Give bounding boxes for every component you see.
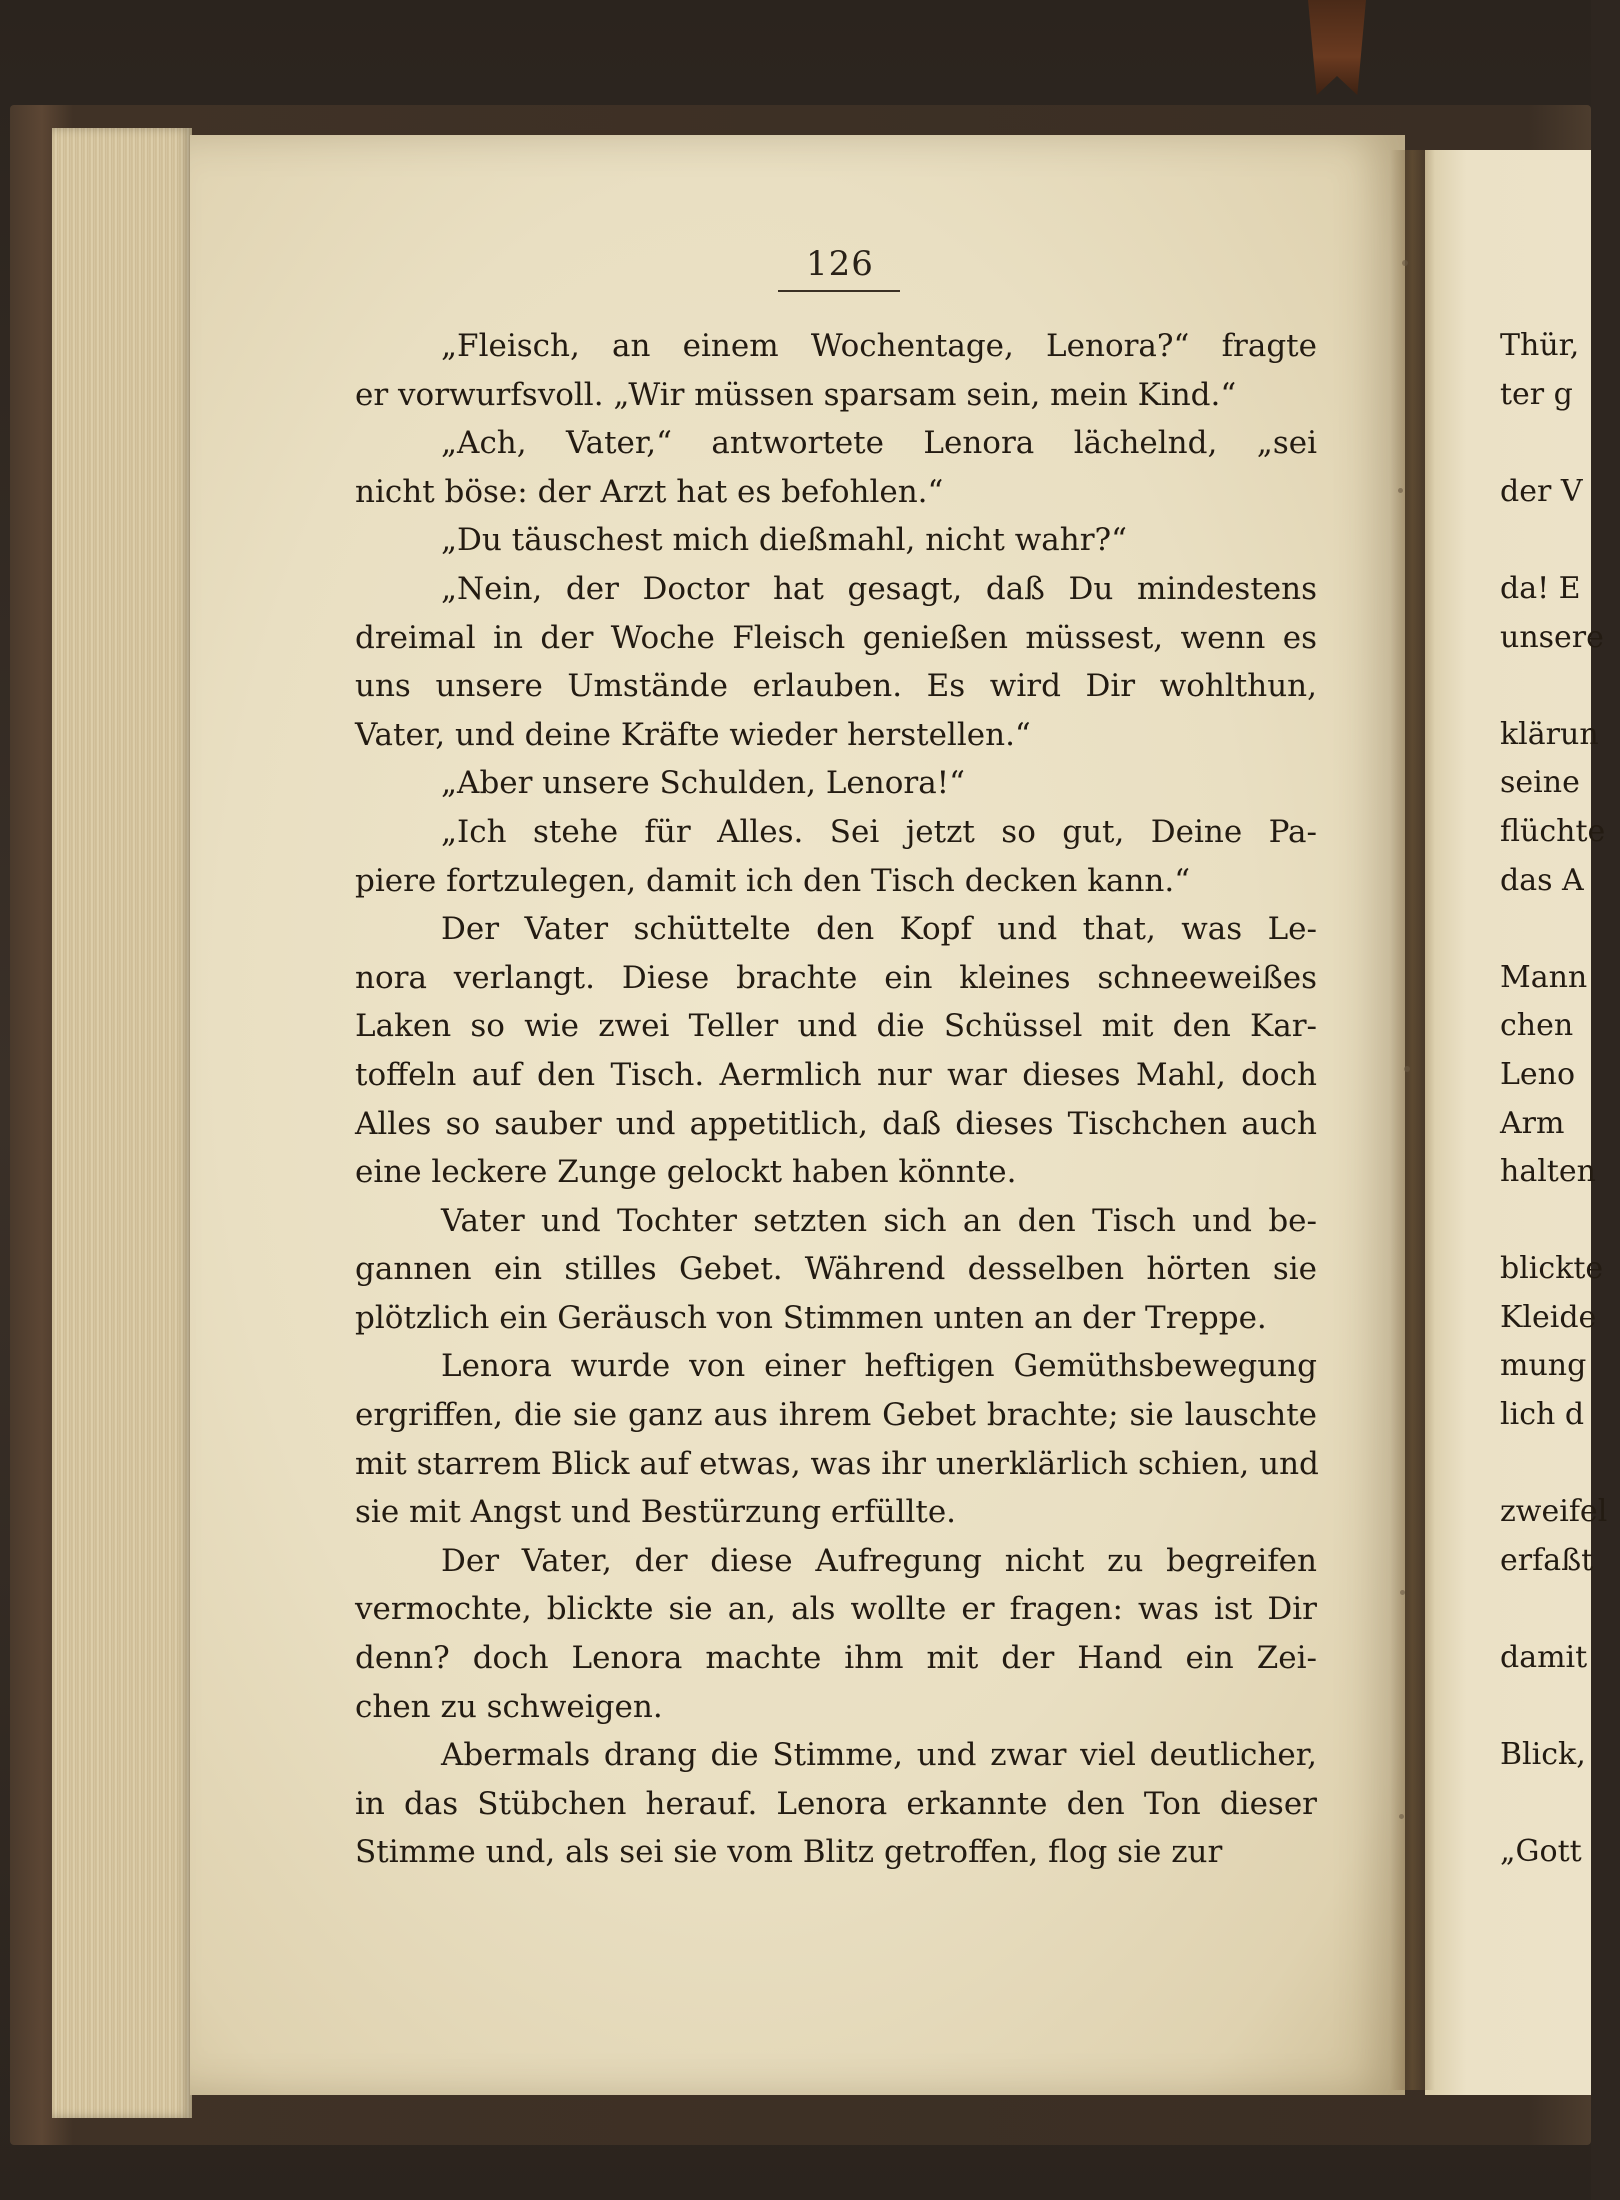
- facing-text-fragment: das A: [1500, 862, 1584, 898]
- facing-text-fragment: [1500, 1585, 1620, 1634]
- facing-text-fragment: Arm: [1500, 1105, 1565, 1141]
- text-line: mit starrem Blick auf etwas, was ihr unerklärlich schien, und: [355, 1445, 1319, 1482]
- paper-speck: [1399, 1814, 1404, 1819]
- text-line: er vorwurfsvoll. „Wir müssen sparsam sein, mein Kind.“: [355, 376, 1237, 413]
- facing-text-fragment: damit: [1500, 1640, 1588, 1676]
- text-line: Vater und Tochter setzten sich an den Tisch und be-: [441, 1202, 1317, 1239]
- text-line: Laken so wie zwei Teller und die Schüssel mit den Kar-: [355, 1008, 1317, 1045]
- text-line: nora verlangt. Diese brachte ein kleines schneeweißes: [355, 959, 1317, 996]
- facing-text-fragment: blickte: [1500, 1251, 1604, 1287]
- facing-text-fragment: halten: [1500, 1154, 1596, 1190]
- facing-text-fragment: [1500, 662, 1620, 711]
- text-line: „Ach, Vater,“ antwortete Lenora lächelnd, „sei: [441, 425, 1317, 462]
- text-line: Stimme und, als sei sie vom Blitz getroffen, flog sie zur: [355, 1834, 1223, 1871]
- facing-text-fragment: ter g: [1500, 376, 1573, 412]
- text-line: „Fleisch, an einem Wochentage, Lenora?“ fragte: [441, 328, 1317, 364]
- text-line: toffeln auf den Tisch. Aermlich nur war dieses Mahl, doch: [355, 1056, 1317, 1093]
- facing-text-fragment: [1500, 516, 1620, 565]
- facing-text-fragment: [1500, 905, 1620, 954]
- facing-text-fragment: der V: [1500, 473, 1583, 509]
- text-line: sie mit Angst und Bestürzung erfüllte.: [355, 1494, 957, 1531]
- facing-text-fragment: erfaßt: [1500, 1542, 1594, 1578]
- facing-text-fragment: [1500, 419, 1620, 468]
- text-line: piere fortzulegen, damit ich den Tisch decken kann.“: [355, 862, 1191, 899]
- facing-text-fragment: unsere: [1500, 619, 1604, 655]
- facing-text-fragment: zweifel: [1500, 1494, 1608, 1530]
- text-line: Der Vater schüttelte den Kopf und that, was Le-: [441, 911, 1317, 948]
- text-line: gannen ein stilles Gebet. Während desselben hörten sie: [355, 1251, 1317, 1288]
- facing-text-fragment: „Gott: [1500, 1834, 1582, 1870]
- text-line: denn? doch Lenora machte ihm mit der Hand ein Zei-: [355, 1640, 1317, 1677]
- text-line: Alles so sauber und appetitlich, daß dieses Tischchen auch: [355, 1105, 1317, 1142]
- facing-text-fragment: seine: [1500, 765, 1580, 801]
- text-line: Lenora wurde von einer heftigen Gemüthsbewegung: [441, 1348, 1317, 1385]
- text-line: Der Vater, der diese Aufregung nicht zu begreifen: [441, 1542, 1317, 1579]
- facing-text-fragment: [1500, 1780, 1620, 1829]
- paper-speck: [1400, 1590, 1405, 1595]
- text-line: dreimal in der Woche Fleisch genießen müssest, wenn es: [355, 619, 1317, 656]
- facing-page-text: [1500, 322, 1620, 1877]
- text-line: in das Stübchen herauf. Lenora erkannte den Ton dieser: [355, 1785, 1317, 1822]
- facing-text-fragment: da! E: [1500, 570, 1581, 606]
- facing-text-fragment: flüchte: [1500, 813, 1606, 849]
- text-line: nicht böse: der Arzt hat es befohlen.“: [355, 473, 944, 510]
- facing-text-fragment: Thür,: [1500, 328, 1580, 363]
- paper-speck: [1398, 488, 1403, 493]
- ribbon-bookmark: [1308, 0, 1366, 95]
- text-line: „Ich stehe für Alles. Sei jetzt so gut, Deine Pa-: [441, 813, 1317, 850]
- text-line: „Nein, der Doctor hat gesagt, daß Du mindestens: [441, 570, 1317, 607]
- text-line: Abermals drang die Stimme, und zwar viel deutlicher,: [441, 1737, 1317, 1774]
- facing-text-fragment: [1500, 1440, 1620, 1489]
- facing-text-fragment: mung: [1500, 1348, 1587, 1384]
- text-line: chen zu schweigen.: [355, 1688, 663, 1725]
- text-line: „Aber unsere Schulden, Lenora!“: [441, 765, 965, 802]
- text-line: vermochte, blickte sie an, als wollte er fragen: was ist Dir: [355, 1591, 1317, 1628]
- paper-speck: [1402, 260, 1408, 266]
- facing-text-fragment: Leno: [1500, 1056, 1576, 1092]
- text-line: eine leckere Zunge gelockt haben könnte.: [355, 1154, 1017, 1191]
- page-number-rule: [778, 290, 900, 292]
- text-line: „Du täuschest mich dießmahl, nicht wahr?“: [441, 522, 1127, 559]
- facing-text-fragment: Blick,: [1500, 1737, 1586, 1773]
- book-gutter: [1390, 150, 1435, 2090]
- page-number: 126: [806, 244, 874, 284]
- body-text: [355, 322, 1317, 1877]
- text-line: Vater, und deine Kräfte wieder herstellen.“: [355, 716, 1031, 753]
- text-line: uns unsere Umstände erlauben. Es wird Dir wohlthun,: [355, 668, 1317, 705]
- facing-text-fragment: [1500, 1683, 1620, 1732]
- paper-speck: [1404, 1066, 1410, 1072]
- page-edges: [52, 128, 192, 2118]
- text-line: ergriffen, die sie ganz aus ihrem Gebet brachte; sie lauschte: [355, 1397, 1317, 1434]
- facing-text-fragment: [1500, 1197, 1620, 1246]
- facing-text-fragment: Mann: [1500, 959, 1588, 995]
- facing-text-fragment: Kleide: [1500, 1299, 1597, 1335]
- facing-text-fragment: lich d: [1500, 1397, 1585, 1433]
- facing-text-fragment: klärun: [1500, 716, 1599, 752]
- facing-text-fragment: chen: [1500, 1008, 1574, 1044]
- text-line: plötzlich ein Geräusch von Stimmen unten an der Treppe.: [355, 1299, 1267, 1336]
